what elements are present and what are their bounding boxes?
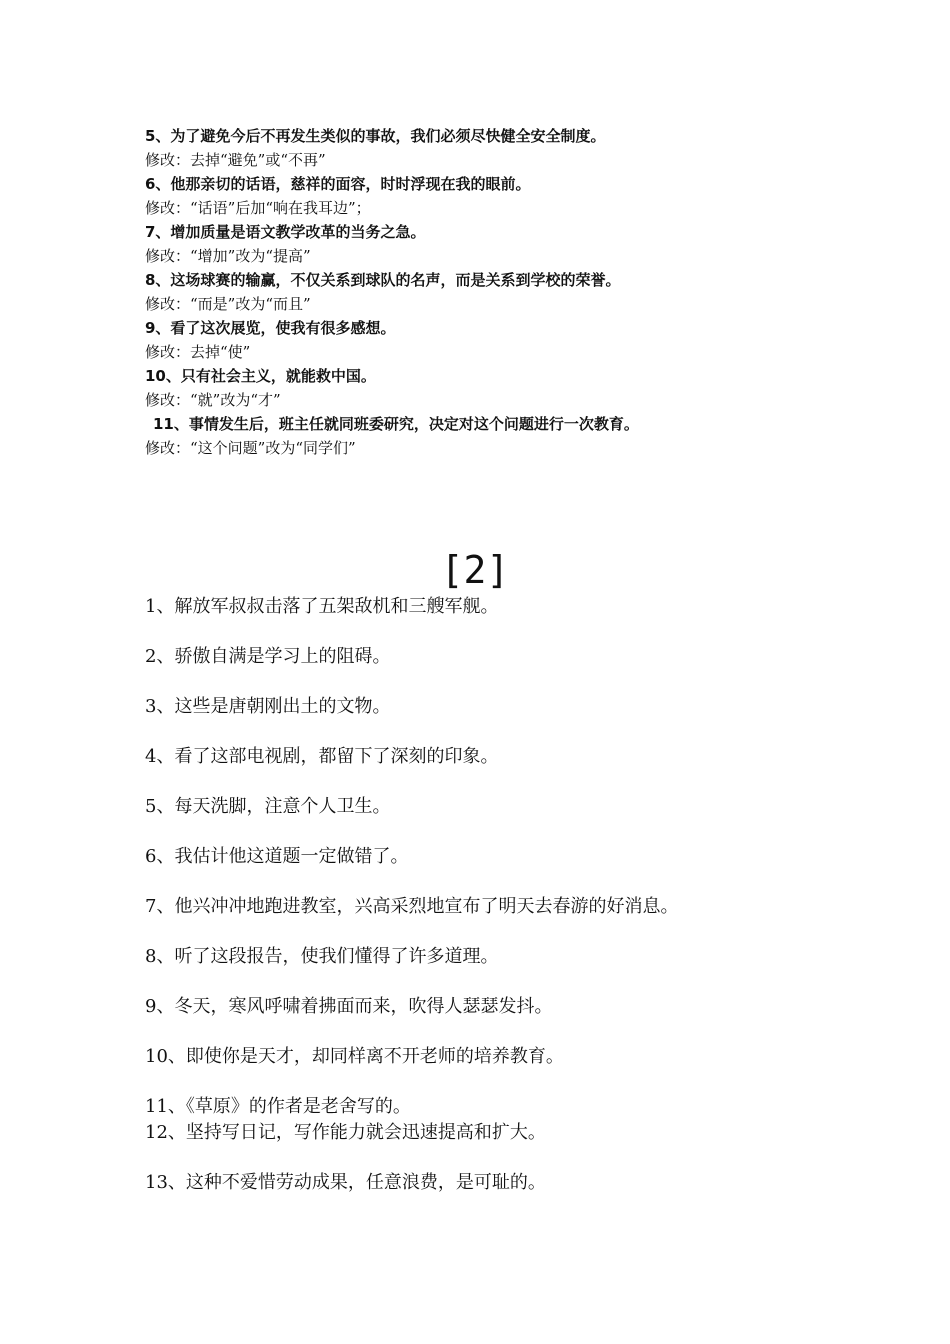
- sentence-item-9: 9、冬天，寒风呼啸着拂面而来，吹得人瑟瑟发抖。: [145, 996, 553, 1017]
- question-8: 8、这场球赛的输赢，不仅关系到球队的名声，而是关系到学校的荣誉。: [145, 271, 621, 289]
- question-10: 10、只有社会主义，就能救中国。: [145, 367, 376, 385]
- sentence-item-10: 10、即使你是天才，却同样离不开老师的培养教育。: [145, 1046, 564, 1067]
- sentence-item-4: 4、看了这部电视剧，都留下了深刻的印象。: [145, 746, 499, 767]
- answer-5: 修改：去掉“避免”或“不再”: [145, 151, 326, 169]
- section-2-heading: [2]: [440, 548, 510, 592]
- sentence-item-12: 12、坚持写日记，写作能力就会迅速提高和扩大。: [145, 1122, 546, 1143]
- answer-8: 修改：“而是”改为“而且”: [145, 295, 311, 313]
- question-7: 7、增加质量是语文教学改革的当务之急。: [145, 223, 426, 241]
- sentence-item-6: 6、我估计他这道题一定做错了。: [145, 846, 409, 867]
- sentence-item-5: 5、每天洗脚，注意个人卫生。: [145, 796, 391, 817]
- section-2-sentences: [145, 594, 935, 1220]
- sentence-item-13: 13、这种不爱惜劳动成果，任意浪费，是可耻的。: [145, 1172, 546, 1193]
- sentence-item-2: 2、骄傲自满是学习上的阻碍。: [145, 646, 391, 667]
- sentence-item-3: 3、这些是唐朝刚出土的文物。: [145, 696, 391, 717]
- question-11: 11、事情发生后，班主任就同班委研究，决定对这个问题进行一次教育。: [153, 415, 639, 433]
- answer-10: 修改：“就”改为“才”: [145, 391, 281, 409]
- section-1-corrections: [145, 124, 925, 460]
- answer-7: 修改：“增加”改为“提高”: [145, 247, 311, 265]
- question-6: 6、他那亲切的话语，慈祥的面容，时时浮现在我的眼前。: [145, 175, 531, 193]
- answer-9: 修改：去掉“使”: [145, 343, 251, 361]
- sentence-item-11: 11、《草原》的作者是老舍写的。: [145, 1096, 411, 1117]
- sentence-item-7: 7、他兴冲冲地跑进教室，兴高采烈地宣布了明天去春游的好消息。: [145, 896, 679, 917]
- question-5: 5、为了避免今后不再发生类似的事故，我们必须尽快健全安全制度。: [145, 127, 606, 145]
- question-9: 9、看了这次展览，使我有很多感想。: [145, 319, 396, 337]
- sentence-item-1: 1、解放军叔叔击落了五架敌机和三艘军舰。: [145, 596, 499, 617]
- answer-11: 修改：“这个问题”改为“同学们”: [145, 439, 356, 457]
- sentence-item-8: 8、听了这段报告，使我们懂得了许多道理。: [145, 946, 499, 967]
- answer-6: 修改：“话语”后加“响在我耳边”；: [145, 199, 371, 217]
